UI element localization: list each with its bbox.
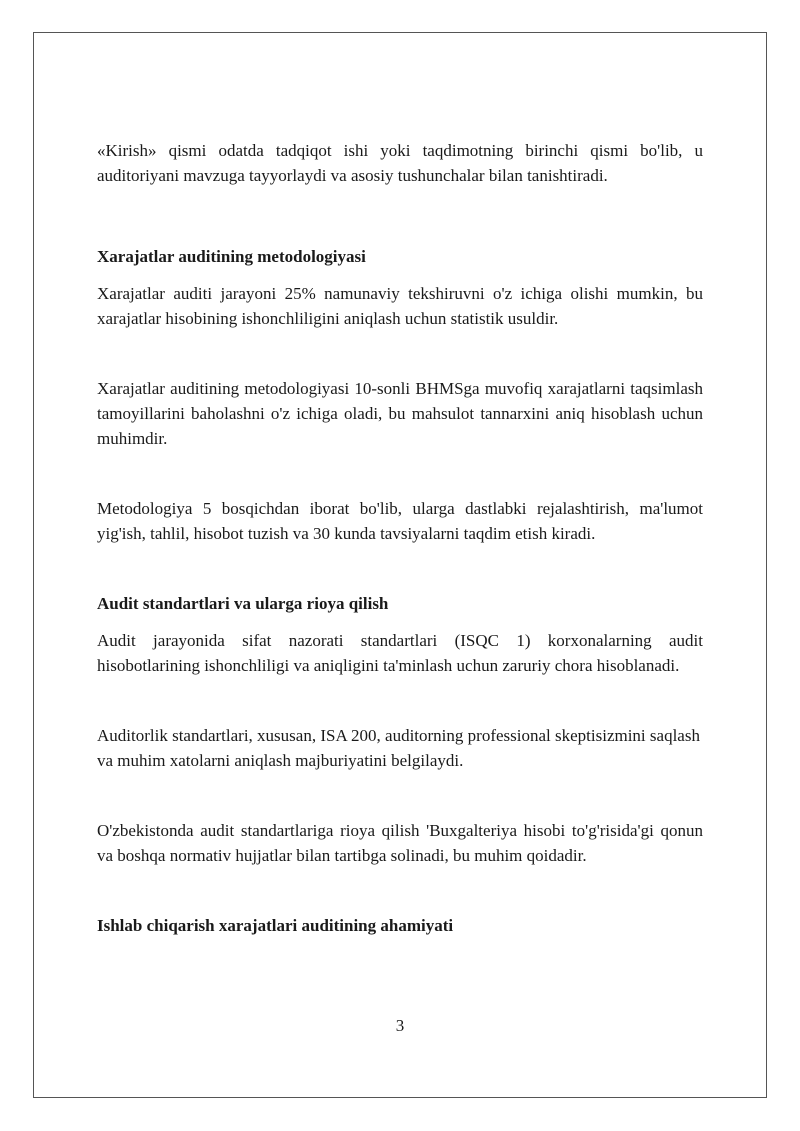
- standards-paragraph-1: Audit jarayonida sifat nazorati standartlari (ISQC 1) korxonalarning audit hisobotlarining ishonchliligi va aniqligini ta'minlash uchun zaruriy chora hisoblanadi.: [97, 631, 703, 675]
- standards-paragraph-3: O'zbekistonda audit standartlariga rioya qilish 'Buxgalteriya hisobi to'g'risida'gi qonun va boshqa normativ hujjatlar bilan tartibga solinadi, bu muhim qoidadir.: [97, 821, 703, 865]
- page-number: 3: [395, 1016, 405, 1035]
- section-heading-importance: Ishlab chiqarish xarajatlari auditining ahamiyati: [97, 916, 454, 935]
- standards-paragraph-2: Auditorlik standartlari, xususan, ISA 200, auditorning professional skeptisizmini saqlash va muhim xatolarni aniqlash majburiyatini belgilaydi.: [97, 726, 700, 770]
- section-heading-methodology: Xarajatlar auditining metodologiyasi: [97, 247, 366, 266]
- methodology-paragraph-2: Xarajatlar auditining metodologiyasi 10-sonli BHMSga muvofiq xarajatlarni taqsimlash tamoyillarini baholashni o'z ichiga oladi, bu mahsulot tannarxini aniq hisoblash uchun muhimdir.: [97, 379, 703, 448]
- section-heading-standards: Audit standartlari va ularga rioya qilish: [97, 594, 389, 613]
- methodology-paragraph-1: Xarajatlar auditi jarayoni 25% namunaviy tekshiruvni o'z ichiga olishi mumkin, bu xarajatlar hisobining ishonchliligini aniqlash uchun statistik usuldir.: [97, 284, 703, 328]
- intro-paragraph: «Kirish» qismi odatda tadqiqot ishi yoki taqdimotning birinchi qismi bo'lib, u auditoriyani mavzuga tayyorlaydi va asosiy tushunchalar bilan tanishtiradi.: [97, 141, 703, 185]
- document-body: [97, 138, 703, 938]
- methodology-paragraph-3: Metodologiya 5 bosqichdan iborat bo'lib, ularga dastlabki rejalashtirish, ma'lumot yig'ish, tahlil, hisobot tuzish va 30 kunda tavsiyalarni taqdim etish kiradi.: [97, 499, 703, 543]
